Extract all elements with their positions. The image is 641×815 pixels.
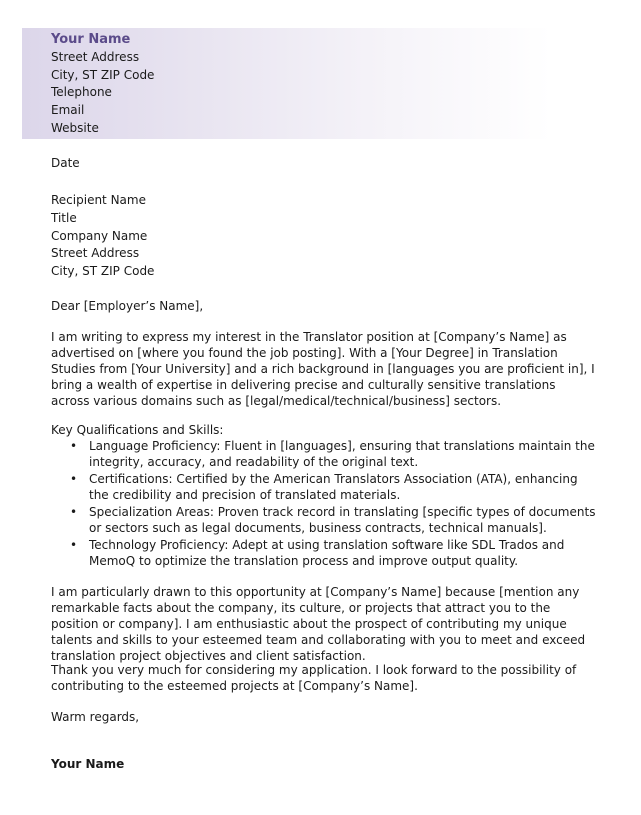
recipient-street: Street Address — [51, 246, 140, 261]
bullet-icon: • — [70, 439, 78, 453]
recipient-city: City, ST ZIP Code — [51, 264, 155, 279]
list-item: • Specialization Areas: Proven track record in translating [specific types of documents or sectors such as legal documents, business contracts, technical manuals]. — [70, 505, 596, 535]
bullet-icon: • — [70, 505, 78, 519]
list-item: • Certifications: Certified by the American Translators Association (ATA), enhancing the credibility and precision of translated materials. — [70, 472, 578, 502]
sender-street: Street Address — [51, 49, 140, 64]
bullet-icon: • — [70, 538, 78, 552]
bullet-icon: • — [70, 472, 78, 486]
recipient-name: Recipient Name — [51, 193, 146, 207]
closing: Warm regards, — [51, 710, 140, 724]
sender-name: Your Name — [51, 32, 131, 47]
recipient-company: Company Name — [51, 228, 148, 243]
sender-website: Website — [51, 120, 99, 135]
recipient-title: Title — [51, 210, 77, 225]
recipient-block — [51, 192, 154, 281]
intro-paragraph: I am writing to express my interest in the Translator position at [Company’s Name] as advertised on [where you found the job posting]. With a [Your Degree] in Translation Studies from [Your University] and a rich background in [languages you are proficient in], I bring a wealth of expertise in delivering precise and culturally sensitive translations across various domains such as [legal/medical/technical/business] sectors. — [51, 330, 595, 408]
qualifications-heading: Key Qualifications and Skills: — [51, 423, 224, 437]
list-item: • Language Proficiency: Fluent in [languages], ensuring that translations maintain the integrity, accuracy, and readability of the original text. — [70, 439, 595, 469]
sender-city: City, ST ZIP Code — [51, 67, 155, 82]
body-paragraph-3: Thank you very much for considering my application. I look forward to the possibility of contributing to the esteemed projects at [Company’s Name]. — [51, 663, 577, 693]
sender-telephone: Telephone — [51, 85, 112, 100]
signature-name: Your Name — [51, 757, 125, 771]
sender-block — [51, 31, 154, 138]
qualifications-list — [51, 438, 596, 570]
body-paragraph-2: I am particularly drawn to this opportunity at [Company’s Name] because [mention any remarkable facts about the company, its culture, or projects that attract you to the position or company]. I am enthusiastic about the prospect of contributing my unique talents and skills to your esteemed team and collaborating with you to meet and exceed translation project objectives and client satisfaction. — [51, 585, 586, 663]
date: Date — [51, 156, 80, 170]
list-item: • Technology Proficiency: Adept at using translation software like SDL Trados and MemoQ to optimize the translation process and improve output quality. — [70, 538, 565, 568]
salutation: Dear [Employer’s Name], — [51, 299, 204, 313]
sender-email: Email — [51, 103, 85, 118]
